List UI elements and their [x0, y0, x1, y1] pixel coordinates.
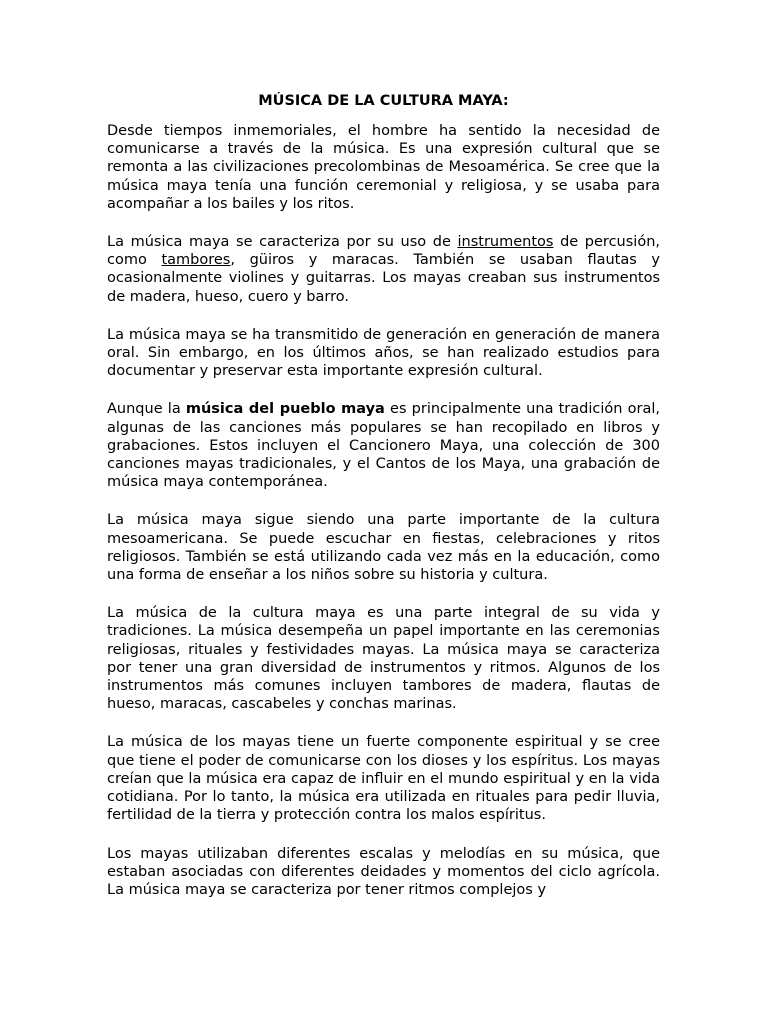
- paragraph-oral-tradition: La música maya se ha transmitido de generación en generación de manera oral. Sin embargo, en los últimos años, se han realizado estudios para documentar y preservar esta importante expresión cultural.: [107, 326, 660, 380]
- tambores-link[interactable]: tambores: [161, 252, 231, 269]
- document-page: [107, 92, 660, 1024]
- document-title: MÚSICA DE LA CULTURA MAYA:: [258, 93, 509, 109]
- paragraph-text: La música maya se caracteriza por su uso de: [107, 234, 458, 251]
- paragraph-text: Aunque la: [107, 401, 186, 418]
- paragraph-scales: Los mayas utilizaban diferentes escalas y melodías en su música, que estaban asociadas con diferentes deidades y momentos del ciclo agrícola. La música maya se caracteriza por tener ritmos complejos y: [107, 845, 660, 898]
- paragraph-text: de percusión, como: [107, 234, 660, 269]
- paragraph-text: , güiros y maracas. También se usaban flautas y ocasionalmente violines y guitarras. Los mayas creaban sus instrumentos de madera, hueso, cuero y barro.: [107, 252, 660, 305]
- paragraph-instruments: [107, 233, 660, 306]
- bold-phrase: música del pueblo maya: [185, 401, 385, 418]
- paragraph-recordings: [107, 400, 660, 491]
- instrumentos-link[interactable]: instrumentos: [457, 234, 554, 251]
- paragraph-importance: La música maya sigue siendo una parte importante de la cultura mesoamericana. Se puede escuchar en fiestas, celebraciones y ritos religiosos. También se está utilizando cada vez más en la educación, como una forma de enseñar a los niños sobre su historia y cultura.: [107, 512, 660, 584]
- paragraph-spiritual: La música de los mayas tiene un fuerte componente espiritual y se cree que tiene el poder de comunicarse con los dioses y los espíritus. Los mayas creían que la música era capaz de influir en el mundo espiritual y en la vida cotidiana. Por lo tanto, la música era utilizada en rituales para pedir lluvia, fertilidad de la tierra y protección contra los malos espíritus.: [107, 734, 660, 824]
- paragraph-integral-part: La música de la cultura maya es una parte integral de su vida y tradiciones. La música desempeña un papel importante en las ceremonias religiosas, rituales y festividades mayas. La música maya se caracteriza por tener una gran diversidad de instrumentos y ritmos. Algunos de los instrumentos más comunes incluyen tambores de madera, flautas de hueso, maracas, cascabeles y conchas marinas.: [107, 605, 660, 713]
- paragraph-intro: Desde tiempos inmemoriales, el hombre ha sentido la necesidad de comunicarse a través de la música. Es una expresión cultural que se remonta a las civilizaciones precolombinas de Mesoamérica. Se cree que la música maya tenía una función ceremonial y religiosa, y se usaba para acompañar a los bailes y los ritos.: [107, 123, 660, 212]
- paragraph-text: es principalmente una tradición oral, algunas de las canciones más populares se han recopilado en libros y grabaciones. Estos incluyen el Cancionero Maya, una colección de 300 canciones mayas tradicionales, y el Cantos de los Maya, una grabación de música maya contemporánea.: [107, 401, 660, 491]
